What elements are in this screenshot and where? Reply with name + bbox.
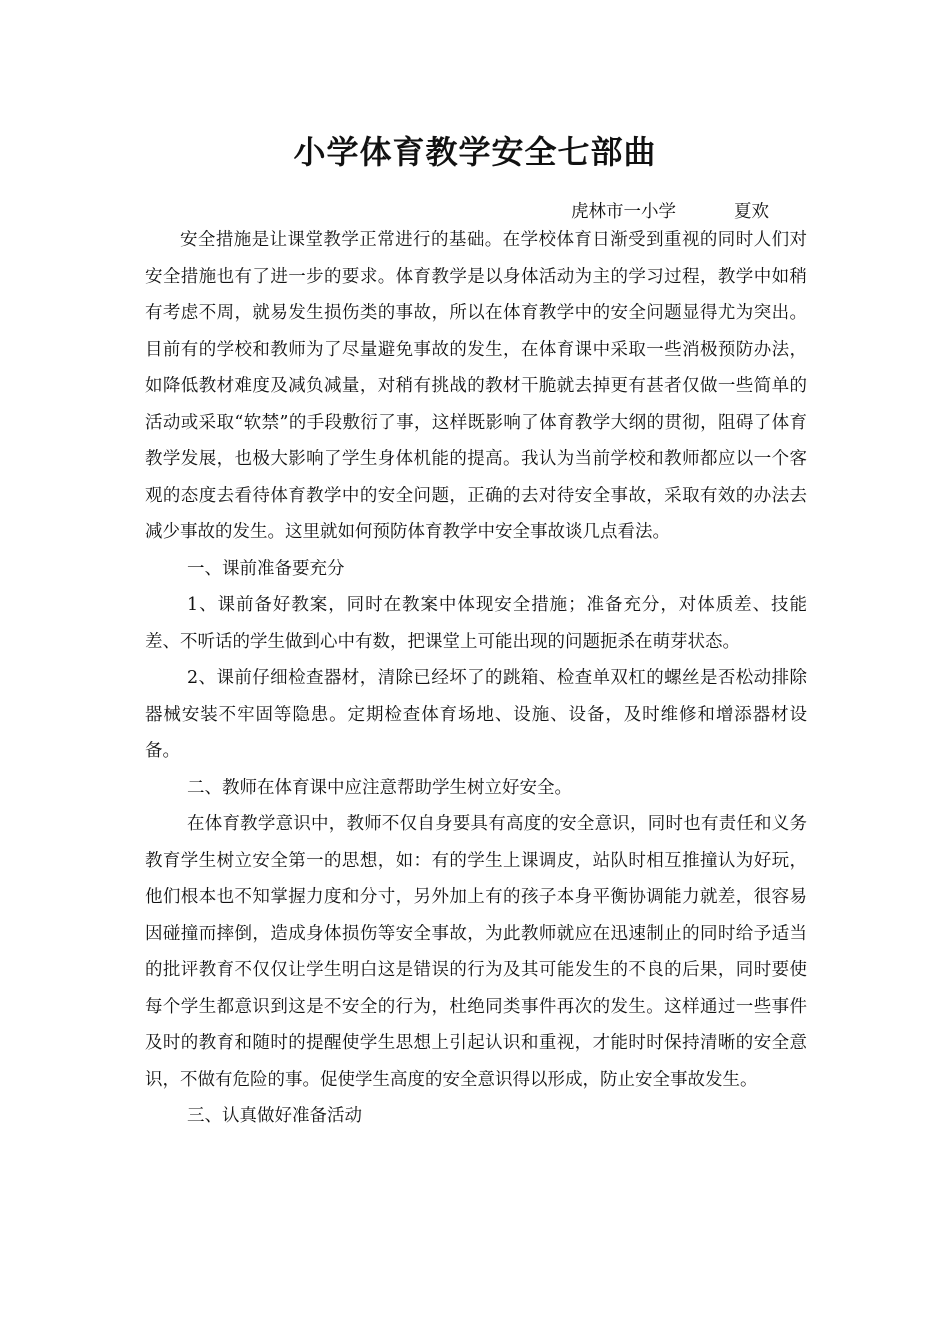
byline-school: 虎林市一小学 — [571, 202, 676, 222]
section-heading-1: 一、课前准备要充分 — [187, 558, 345, 579]
byline-author: 夏欢 — [734, 202, 769, 222]
byline — [571, 200, 769, 224]
document-title: 小学体育教学安全七部曲 — [293, 133, 657, 171]
document-body — [145, 222, 807, 1135]
paragraph-intro: 安全措施是让课堂教学正常进行的基础。在学校体育日渐受到重视的同时人们对安全措施也有了进一步的要求。体育教学是以身体活动为主的学习过程，教学中如稍有考虑不周，就易发生损伤类的事故，所以在体育教学中的安全问题显得尤为突出。目前有的学校和教师为了尽量避免事故的发生，在体育课中采取一些消极预防办法，如降低教材难度及减负减量，对稍有挑战的教材干脆就去掉更有甚者仅做一些简单的活动或采取“软禁”的手段敷衍了事，这样既影响了体育教学大纲的贯彻，阻碍了体育教学发展，也极大影响了学生身体机能的提高。我认为当前学校和教师都应以一个客观的态度去看待体育教学中的安全问题，正确的去对待安全事故，采取有效的办法去减少事故的发生。这里就如何预防体育教学中安全事故谈几点看法。 — [145, 230, 807, 542]
section-heading-3: 三、认真做好准备活动 — [187, 1106, 362, 1126]
paragraph-2: 在体育教学意识中，教师不仅自身要具有高度的安全意识，同时也有责任和义务教育学生树立安全第一的思想，如：有的学生上课调皮，站队时相互推撞认为好玩，他们根本也不知掌握力度和分寸，另外加上有的孩子本身平衡协调能力就差，很容易因碰撞而摔倒，造成身体损伤等安全事故，为此教师就应在迅速制止的同时给予适当的批评教育不仅仅让学生明白这是错误的行为及其可能发生的不良的后果，同时要使每个学生都意识到这是不安全的行为，杜绝同类事件再次的发生。这样通过一些事件及时的教育和随时的提醒使学生思想上引起认识和重视，才能时时保持清晰的安全意识，不做有危险的事。促使学生高度的安全意识得以形成，防止安全事故发生。 — [145, 814, 807, 1090]
paragraph-1-1: 1、课前备好教案，同时在教案中体现安全措施；准备充分，对体质差、技能差、不听话的学生做到心中有数，把课堂上可能出现的问题扼杀在萌芽状态。 — [145, 595, 807, 652]
section-heading-2: 二、教师在体育课中应注意帮助学生树立好安全。 — [187, 777, 572, 798]
paragraph-1-2: 2、课前仔细检查器材，清除已经坏了的跳箱、检查单双杠的螺丝是否松动排除器械安装不牢固等隐患。定期检查体育场地、设施、设备，及时维修和增添器材设备。 — [145, 668, 807, 761]
